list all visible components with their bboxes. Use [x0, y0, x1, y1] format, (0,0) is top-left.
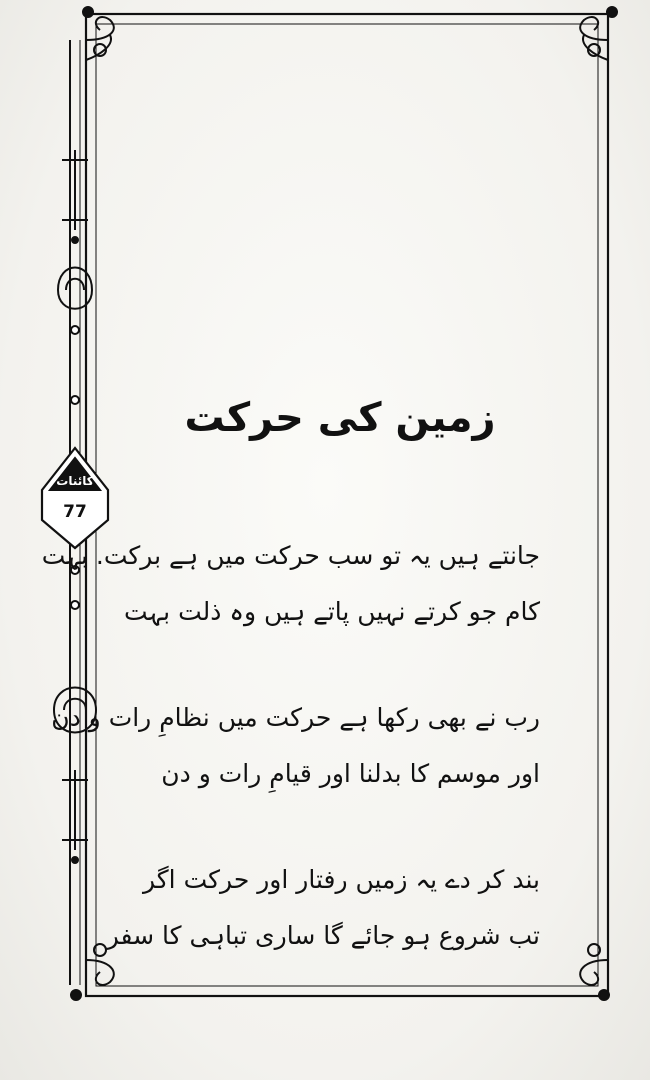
stanza-1 — [41, 528, 540, 640]
verse-line: رب نے بھی رکھا ہے حرکت میں نظامِ رات و دن — [51, 703, 540, 732]
poem-title: زمین کی حرکت — [184, 395, 496, 441]
verse-line: جانتے ہیں یہ تو سب حرکت میں ہے برکت. بہت — [41, 541, 540, 570]
stanza-2 — [51, 690, 540, 802]
verse-line: تب شروع ہو جائے گا ساری تباہی کا سفر — [106, 921, 540, 950]
corner-ornament-bottom-right — [580, 944, 609, 1000]
verse-line: کام جو کرتے نہیں پاتے ہیں وہ ذلت بہت — [123, 597, 540, 626]
page-number: 77 — [63, 502, 87, 522]
verse-line: اور موسم کا بدلنا اور قیامِ رات و دن — [161, 759, 540, 788]
badge-label: کائنات — [56, 474, 94, 488]
stanza-3 — [106, 852, 540, 964]
verse-line: بند کر دے یہ زمیں رفتار اور حرکت اگر — [142, 865, 540, 894]
